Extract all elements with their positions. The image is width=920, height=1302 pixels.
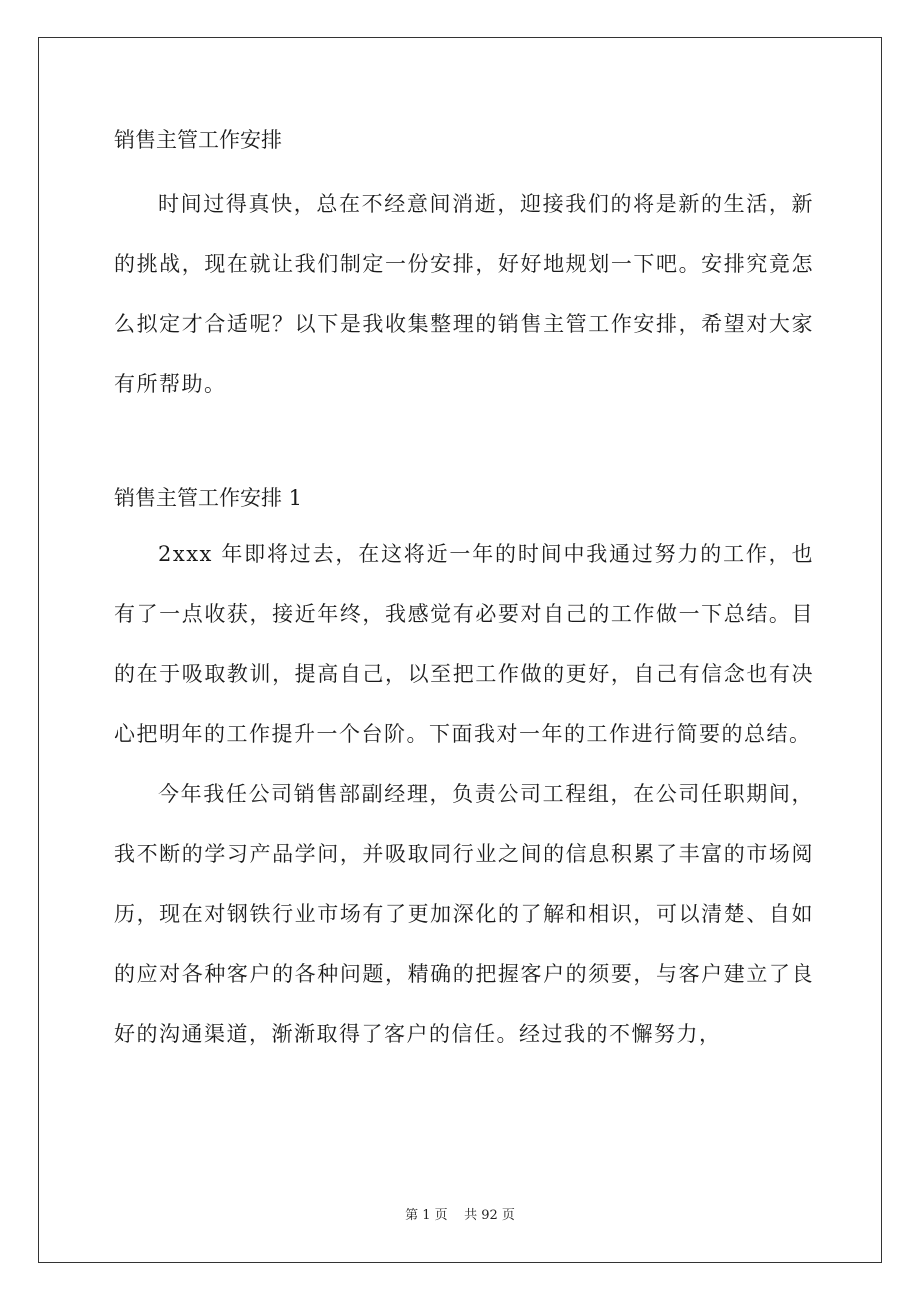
document-title: 销售主管工作安排	[114, 128, 282, 152]
section-paragraph: 2xxx 年即将过去，在这将近一年的时间中我通过努力的工作，也有了一点收获，接近年终，我感觉有必要对自己的工作做一下总结。目的在于吸取教训，提高自己，以至把工作做的更好，自己有信念也有决心把明年的工作提升一个台阶。下面我对一年的工作进行简要的总结。	[114, 542, 814, 746]
section-heading: 销售主管工作安排 1	[114, 486, 303, 510]
page-footer	[0, 1206, 920, 1226]
document-body	[114, 120, 814, 1064]
intro-paragraph: 时间过得真快，总在不经意间消逝，迎接我们的将是新的生活，新的挑战，现在就让我们制定一份安排，好好地规划一下吧。安排究竟怎么拟定才合适呢？以下是我收集整理的销售主管工作安排，希望对大家有所帮助。	[114, 192, 814, 396]
page-number: 第 1 页 共 92 页	[405, 1208, 515, 1223]
section-paragraph: 今年我任公司销售部副经理，负责公司工程组，在公司任职期间，我不断的学习产品学问，并吸取同行业之间的信息积累了丰富的市场阅历，现在对钢铁行业市场有了更加深化的了解和相识，可以清楚、自如的应对各种客户的各种问题，精确的把握客户的须要，与客户建立了良好的沟通渠道，渐渐取得了客户的信任。经过我的不懈努力，	[114, 782, 814, 1046]
